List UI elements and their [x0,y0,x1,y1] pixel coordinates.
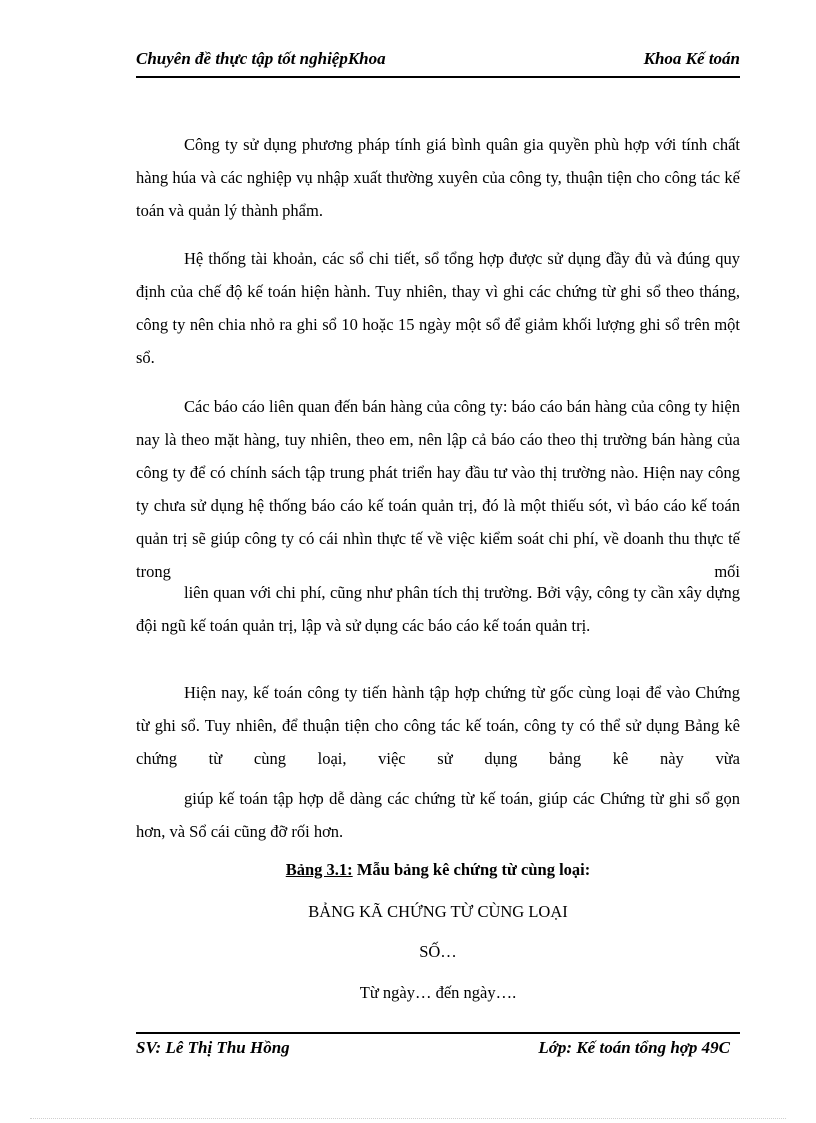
page-bottom-dotted-line [30,1118,786,1119]
header-right-text: Khoa Kế toán [643,49,740,68]
paragraph-block-6 [136,782,740,848]
header-rule [136,76,740,78]
paragraph-summary-benefits: giúp kế toán tập hợp dễ dàng các chứng từ kế toán, giúp các Chứng từ ghi sổ gọn hơn, và Sổ cái cũng đỡ rối hơn. [136,789,740,841]
form-title: BẢNG KÃ CHỨNG TỪ CÙNG LOẠI [308,902,568,921]
page-footer [136,1038,740,1062]
footer-rule [136,1032,740,1034]
table-caption-label: Bảng 3.1: [285,860,353,879]
form-date-range: Từ ngày… đến ngày…. [359,983,517,1002]
header-left-text: Chuyên đề thực tập tốt nghiệpKhoa [136,49,386,68]
paragraph-source-documents: Hiện nay, kế toán công ty tiến hành tập hợp chứng từ gốc cùng loại để vào Chứng từ ghi sổ. Tuy nhiên, để thuận tiện cho công tác kế toán, công ty có thể sử dụng Bảng kê chứng từ cùng loại, việc sử dụng bảng kê này vừa [136,683,740,768]
footer-class-name: Lớp: Kế toán tổng hợp 49C [538,1038,730,1057]
paragraph-pricing-method: Công ty sử dụng phương pháp tính giá bình quân gia quyền phù hợp với tính chất hàng húa và các nghiệp vụ nhập xuất thường xuyên của công ty, thuận tiện cho công tác kế toán và quản lý thành phẩm. [136,135,740,220]
footer-student-name: SV: Lê Thị Thu Hồng [136,1038,290,1057]
paragraph-block-4 [136,576,740,642]
form-number: SỐ… [419,942,457,961]
paragraph-block-2 [136,242,740,374]
paragraph-block-1 [136,128,740,227]
paragraph-sales-reports: Các báo cáo liên quan đến bán hàng của công ty: báo cáo bán hàng của công ty hiện nay là theo mặt hàng, tuy nhiên, theo em, nên lập cả báo cáo theo thị trường bán hàng của công ty để có chính sách tập trung phát triển hay đầu tư vào thị trường nào. Hiện nay công ty chưa sử dụng hệ thống báo cáo kế toán quản trị, đó là một thiếu sót, vì báo cáo kế toán quản trị sẽ giúp công ty có cái nhìn thực tế về việc kiểm soát chi phí, về doanh thu thực tế trong mối [136,397,740,581]
table-caption-text: Mẫu bảng kê chứng từ cùng loại: [352,860,591,879]
paragraph-accounts-system: Hệ thống tài khoản, các sổ chi tiết, sổ tổng hợp được sử dụng đầy đủ và đúng quy định của chế độ kế toán hiện hành. Tuy nhiên, thay vì ghi các chứng từ ghi sổ theo tháng, công ty nên chia nhỏ ra ghi sổ 10 hoặc 15 ngày một sổ để giảm khối lượng ghi sổ trên một sổ. [136,249,740,367]
paragraph-management-accounting: liên quan với chi phí, cũng như phân tích thị trường. Bởi vậy, công ty cần xây dựng đội ngũ kế toán quản trị, lập và sử dụng các báo cáo kế toán quản trị. [136,583,740,635]
paragraph-block-5 [136,676,740,775]
table-caption [136,860,740,880]
paragraph-block-3 [136,390,740,588]
page-header [136,49,740,73]
